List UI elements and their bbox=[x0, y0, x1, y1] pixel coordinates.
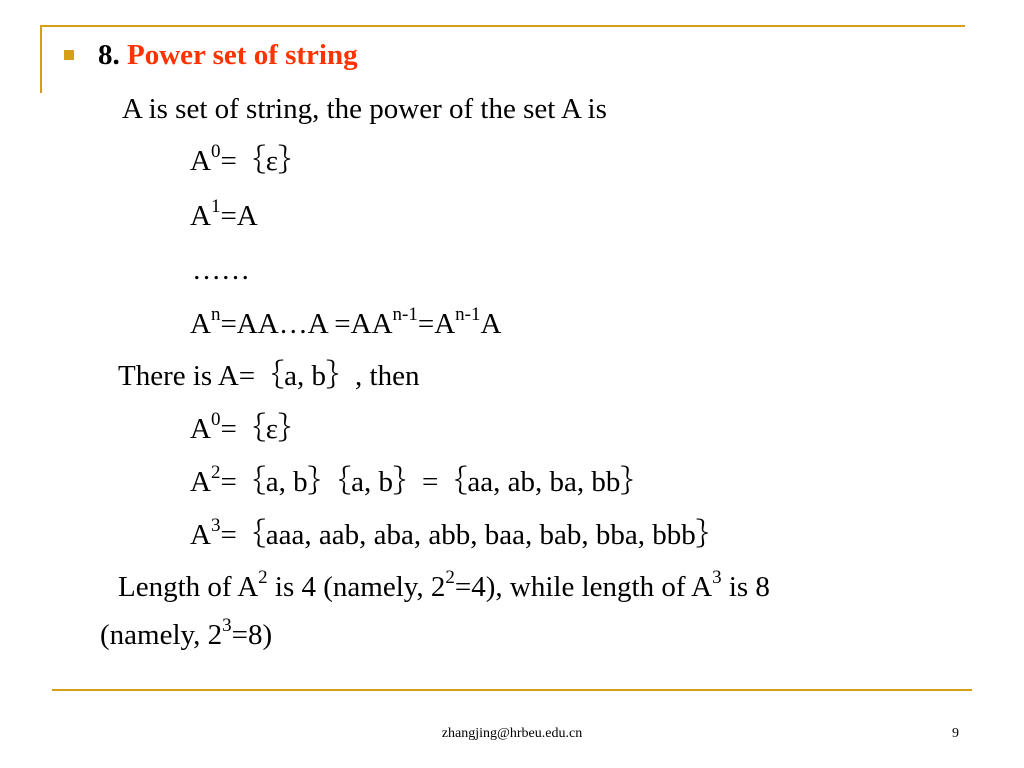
example-intro: There is A=｛a, b｝, then bbox=[118, 360, 420, 392]
bullet-icon bbox=[64, 50, 74, 60]
length-line-1: Length of $A^2$ is 4 (namely, $2^2=4$), while length of $A^3$ is 8 bbox=[118, 567, 770, 603]
footer-email: zhangjing@hrbeu.edu.cn bbox=[441, 726, 583, 741]
page-number: 9 bbox=[952, 726, 959, 741]
def-a1: $A^1=A$ bbox=[190, 196, 258, 232]
title-number: 8. bbox=[98, 39, 120, 71]
bottom-rule bbox=[52, 689, 972, 691]
def-dots: …… bbox=[192, 254, 250, 286]
top-rule bbox=[40, 25, 965, 27]
example-a3: $A^3=\{aaa$, aab, aba, abb, baa, bab, bba, bbb｝ bbox=[190, 515, 725, 551]
def-a0: $A^0=\{\varepsilon\}$ bbox=[190, 141, 307, 177]
left-rule bbox=[40, 25, 42, 93]
def-an: $A^n=AA\dots A =AA^{n-1}=A^{n-1}A$ bbox=[190, 304, 502, 340]
slide-title bbox=[98, 38, 358, 72]
example-a0: $A^0=\{\varepsilon\}$ bbox=[190, 409, 307, 445]
title-text: Power set of string bbox=[127, 39, 358, 71]
example-a2: $A^2=\{a$, b｝｛a, b｝=｛aa, ab, ba, bb｝ bbox=[190, 462, 650, 498]
length-line-2: (namely, $2^3=8$) bbox=[100, 615, 273, 651]
intro-text: A is set of string, the power of the set A is bbox=[122, 93, 607, 125]
